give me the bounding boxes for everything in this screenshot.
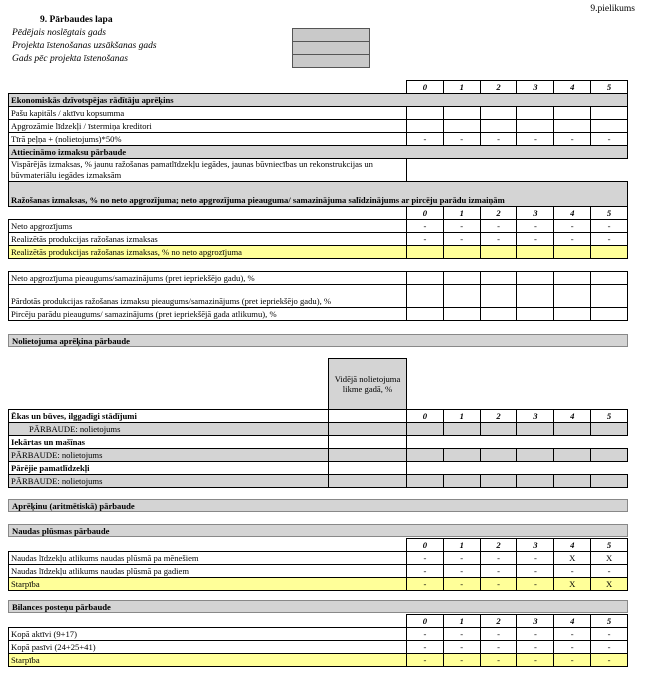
- year-header: 5: [591, 81, 628, 94]
- econ-section-header: Ekonomiskās dzīvotspējas rādītāju aprēķins: [9, 94, 628, 107]
- cashflow-cell: -: [407, 552, 444, 565]
- cashflow-row-label: Naudas līdzekļu atlikums naudas plūsmā pa mēnešiem: [9, 552, 407, 565]
- expense-row-label: Vispārējās izmaksas, % jaunu ražošanas pamatlīdzekļu iegādes, jaunas būvniecības un rekonstrukcijas un būvmateriālu iegādes izmaksām: [9, 159, 407, 182]
- production-cell: -: [554, 220, 591, 233]
- econ-cell: -: [517, 133, 554, 146]
- expense-section-header: Attiecināmo izmaksu pārbaude: [9, 146, 628, 159]
- year-header: 1: [443, 81, 480, 94]
- year-header: 0: [407, 81, 444, 94]
- production-row-label: Neto apgrozījuma pieaugums/samazinājums (pret iepriekšējo gadu), %: [9, 272, 407, 285]
- cashflow-diff-cell: -: [480, 578, 517, 591]
- depreciation-group-label: Pārējie pamatlīdzekļi: [9, 462, 329, 475]
- depreciation-table: [8, 358, 628, 488]
- production-row-label: Pircēju parādu pieaugums/ samazinājums (pret iepriekšējā gada atlikumu), %: [9, 308, 407, 321]
- year-header: 3: [517, 207, 554, 220]
- cashflow-cell: X: [591, 552, 628, 565]
- balance-cell: -: [591, 641, 628, 654]
- production-cell: -: [554, 233, 591, 246]
- production-cell: -: [517, 220, 554, 233]
- depreciation-group-label: Ēkas un būves, ilggadīgi stādījumi: [9, 410, 329, 423]
- cashflow-diff-cell: -: [443, 578, 480, 591]
- balance-diff-cell: -: [517, 654, 554, 667]
- balance-diff-cell: -: [480, 654, 517, 667]
- year-header: 0: [407, 539, 444, 552]
- info-label-after-year: Gads pēc projekta īstenošanas: [12, 54, 129, 64]
- balance-section-header: Bilances posteņu pārbaude: [8, 600, 628, 613]
- econ-row-label: Pašu kapitāls / aktīvu kopsumma: [9, 107, 407, 120]
- cashflow-diff-cell: -: [517, 578, 554, 591]
- balance-diff-cell: -: [407, 654, 444, 667]
- econ-cell: -: [407, 133, 444, 146]
- cashflow-cell: X: [554, 552, 591, 565]
- depreciation-check-label: PĀRBAUDE: nolietojums: [9, 449, 329, 462]
- balance-cell: -: [407, 641, 444, 654]
- year-header: 1: [443, 207, 480, 220]
- production-cell: -: [480, 233, 517, 246]
- balance-diff-cell: -: [443, 654, 480, 667]
- production-cell: -: [443, 233, 480, 246]
- production-cell: -: [591, 233, 628, 246]
- year-header: 3: [517, 410, 554, 423]
- econ-cell: -: [554, 133, 591, 146]
- production-highlight-label: Realizētās produkcijas ražošanas izmaksas, % no neto apgrozījuma: [9, 246, 407, 259]
- page-title: 9. Pārbaudes lapa: [40, 15, 113, 25]
- cashflow-diff-cell: X: [591, 578, 628, 591]
- production-cell: -: [407, 220, 444, 233]
- info-label-last-year: Pēdējais noslēgtais gads: [12, 28, 106, 38]
- year-header: 5: [591, 615, 628, 628]
- balance-cell: -: [407, 628, 444, 641]
- production-cell: -: [480, 220, 517, 233]
- balance-cell: -: [443, 628, 480, 641]
- depreciation-section-header: Nolietojuma aprēķina pārbaude: [8, 334, 628, 347]
- production-section-header: Ražošanas izmaksas, % no neto apgrozījuma; neto apgrozījuma pieauguma/ samazinājuma salīdzinājums ar pircēju parādu izmaiņām: [9, 182, 628, 207]
- cashflow-cell: -: [443, 552, 480, 565]
- production-row-label: Pārdotās produkcijas ražošanas izmaksu pieaugums/samazinājums (pret iepriekšējo gadu), %: [9, 285, 407, 308]
- depreciation-check-label: PĀRBAUDE: nolietojums: [9, 423, 329, 436]
- balance-cell: -: [554, 628, 591, 641]
- cashflow-cell: -: [591, 565, 628, 578]
- balance-cell: -: [517, 628, 554, 641]
- balance-cell: -: [480, 641, 517, 654]
- balance-diff-cell: -: [554, 654, 591, 667]
- year-header: 3: [517, 539, 554, 552]
- cashflow-cell: -: [443, 565, 480, 578]
- balance-diff-label: Starpība: [9, 654, 407, 667]
- year-header: 3: [517, 81, 554, 94]
- production-row-label: Realizētās produkcijas ražošanas izmaksas: [9, 233, 407, 246]
- balance-cell: -: [554, 641, 591, 654]
- main-check-table: [8, 80, 628, 321]
- arithmetic-section-header: Aprēķinu (aritmētiskā) pārbaude: [8, 499, 628, 512]
- year-header: 0: [407, 410, 444, 423]
- cashflow-cell: -: [554, 565, 591, 578]
- depreciation-rate-header: Vidējā nolietojuma likme gadā, %: [329, 359, 407, 410]
- balance-cell: -: [443, 641, 480, 654]
- info-label-start-year: Projekta īstenošanas uzsākšanas gads: [12, 41, 157, 51]
- econ-row-label: Apgrozāmie līdzekļi / īstermiņa kreditori: [9, 120, 407, 133]
- year-header: 1: [443, 539, 480, 552]
- econ-cell: -: [443, 133, 480, 146]
- year-header: 4: [554, 615, 591, 628]
- production-cell: -: [443, 220, 480, 233]
- cashflow-diff-cell: X: [554, 578, 591, 591]
- year-header: 4: [554, 81, 591, 94]
- year-header: 2: [480, 410, 517, 423]
- appendix-label: 9.pielikums: [590, 4, 635, 14]
- econ-row-label: Tīrā peļņa + (nolietojums)*50%: [9, 133, 407, 146]
- cashflow-row-label: Naudas līdzekļu atlikums naudas plūsmā pa gadiem: [9, 565, 407, 578]
- balance-table: [8, 614, 628, 667]
- year-header: 1: [443, 615, 480, 628]
- year-header: 4: [554, 410, 591, 423]
- depreciation-check-label: PĀRBAUDE: nolietojums: [9, 475, 329, 488]
- production-cell: -: [591, 220, 628, 233]
- year-header: 2: [480, 207, 517, 220]
- production-cell: -: [407, 233, 444, 246]
- year-header: 2: [480, 539, 517, 552]
- production-cell: -: [517, 233, 554, 246]
- econ-cell: -: [591, 133, 628, 146]
- year-header: 0: [407, 615, 444, 628]
- econ-cell: -: [480, 133, 517, 146]
- year-header: 2: [480, 615, 517, 628]
- cashflow-cell: -: [407, 565, 444, 578]
- cashflow-cell: -: [517, 565, 554, 578]
- balance-row-label: Kopā aktīvi (9+17): [9, 628, 407, 641]
- cashflow-table: [8, 538, 628, 591]
- year-header: 4: [554, 539, 591, 552]
- cashflow-cell: -: [480, 552, 517, 565]
- last-year-input[interactable]: [292, 28, 370, 42]
- year-header: 5: [591, 539, 628, 552]
- cashflow-diff-cell: -: [407, 578, 444, 591]
- year-header: 2: [480, 81, 517, 94]
- cashflow-cell: -: [480, 565, 517, 578]
- depreciation-group-label: Iekārtas un mašīnas: [9, 436, 329, 449]
- balance-cell: -: [591, 628, 628, 641]
- cashflow-cell: -: [517, 552, 554, 565]
- year-header: 5: [591, 207, 628, 220]
- balance-row-label: Kopā pasīvi (24+25+41): [9, 641, 407, 654]
- cashflow-diff-label: Starpība: [9, 578, 407, 591]
- balance-diff-cell: -: [591, 654, 628, 667]
- cashflow-section-header: Naudas plūsmas pārbaude: [8, 524, 628, 537]
- year-header: 0: [407, 207, 444, 220]
- year-header: 3: [517, 615, 554, 628]
- year-header: 1: [443, 410, 480, 423]
- after-year-input[interactable]: [292, 54, 370, 68]
- start-year-input[interactable]: [292, 41, 370, 55]
- production-row-label: Neto apgrozījums: [9, 220, 407, 233]
- balance-cell: -: [517, 641, 554, 654]
- year-header: 5: [591, 410, 628, 423]
- balance-cell: -: [480, 628, 517, 641]
- year-header: 4: [554, 207, 591, 220]
